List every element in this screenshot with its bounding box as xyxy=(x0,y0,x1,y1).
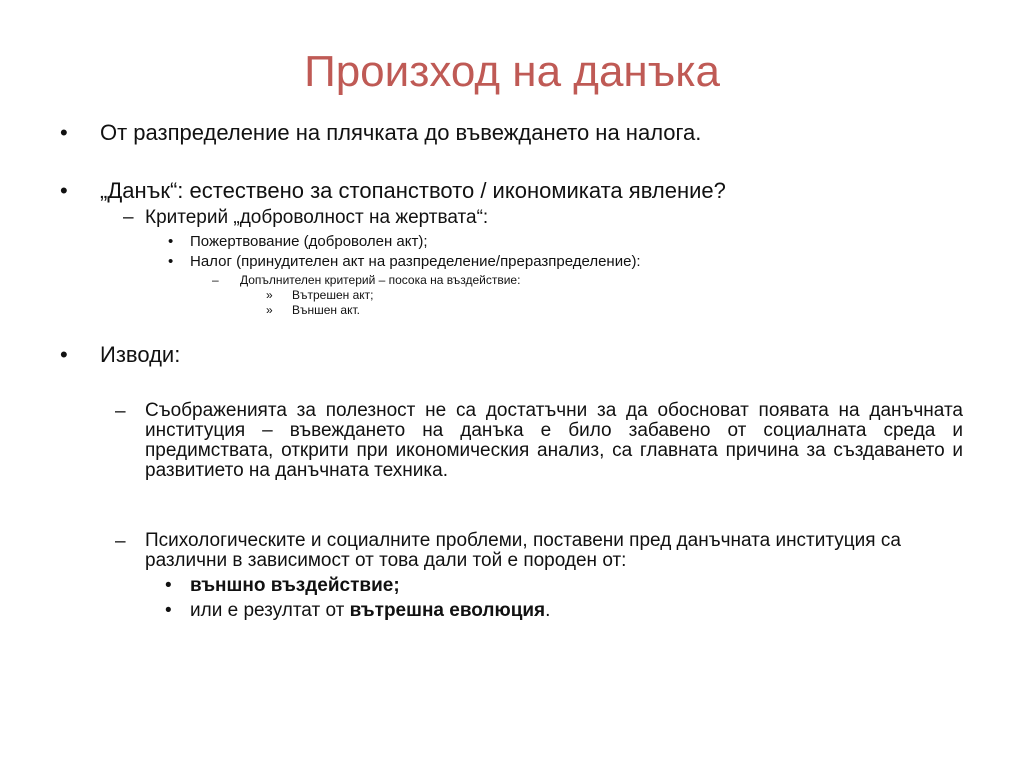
dash-marker: – xyxy=(212,273,219,287)
dash-marker: – xyxy=(123,207,134,228)
subitem-additional-criterion: Допълнителен критерий – посока на въздействие: xyxy=(240,273,521,287)
bullet-marker: • xyxy=(165,575,172,596)
subitem-criterion: Критерий „доброволност на жертвата“: xyxy=(145,207,489,228)
bullet-marker: • xyxy=(60,342,68,367)
slide-title: Произход на данъка xyxy=(304,47,720,96)
raquo-marker: » xyxy=(266,303,273,317)
bullet-marker: • xyxy=(60,178,68,203)
subitem-internal-evolution xyxy=(190,600,550,622)
dash-marker: – xyxy=(115,401,126,422)
subitem-internal-act: Вътрешен акт; xyxy=(292,288,374,302)
paragraph-utility: Съображенията за полезност не са достатъчни за да обосноват появата на данъчната институция – въвеждането на данъка е било забавено от социалната среда и предимствата, открити при икономическия анализ, са главната причина за създаването и развитието на данъчната техника. xyxy=(145,400,963,481)
internal-evolution-bold: вътрешна еволюция xyxy=(349,600,546,621)
bullet-tax-question: „Данък“: естествено за стопанството / икономиката явление? xyxy=(100,178,726,203)
bullet-distribution: От разпределение на плячката до въвеждането на налога. xyxy=(100,120,702,145)
subitem-external-impact xyxy=(190,575,400,597)
subitem-levy: Налог (принудителен акт на разпределение/преразпределение): xyxy=(190,253,641,270)
paragraph-psychological: Психологическите и социалните проблеми, поставени пред данъчната институция са различни в зависимост от това дали той е породен от: xyxy=(145,530,901,571)
subitem-external-act: Външен акт. xyxy=(292,303,360,317)
raquo-marker: » xyxy=(266,288,273,302)
subitem-donation: Пожертвование (доброволен акт); xyxy=(190,233,428,250)
external-impact-text: външно въздействие; xyxy=(190,575,400,596)
dash-marker: – xyxy=(115,531,126,552)
bullet-marker: • xyxy=(165,600,172,621)
bullet-conclusions: Изводи: xyxy=(100,342,181,367)
bullet-marker: • xyxy=(168,253,174,270)
internal-evolution-prefix: или е резултат от xyxy=(190,600,350,621)
bullet-marker: • xyxy=(60,120,68,145)
internal-evolution-suffix: . xyxy=(545,600,551,621)
bullet-marker: • xyxy=(168,233,174,250)
